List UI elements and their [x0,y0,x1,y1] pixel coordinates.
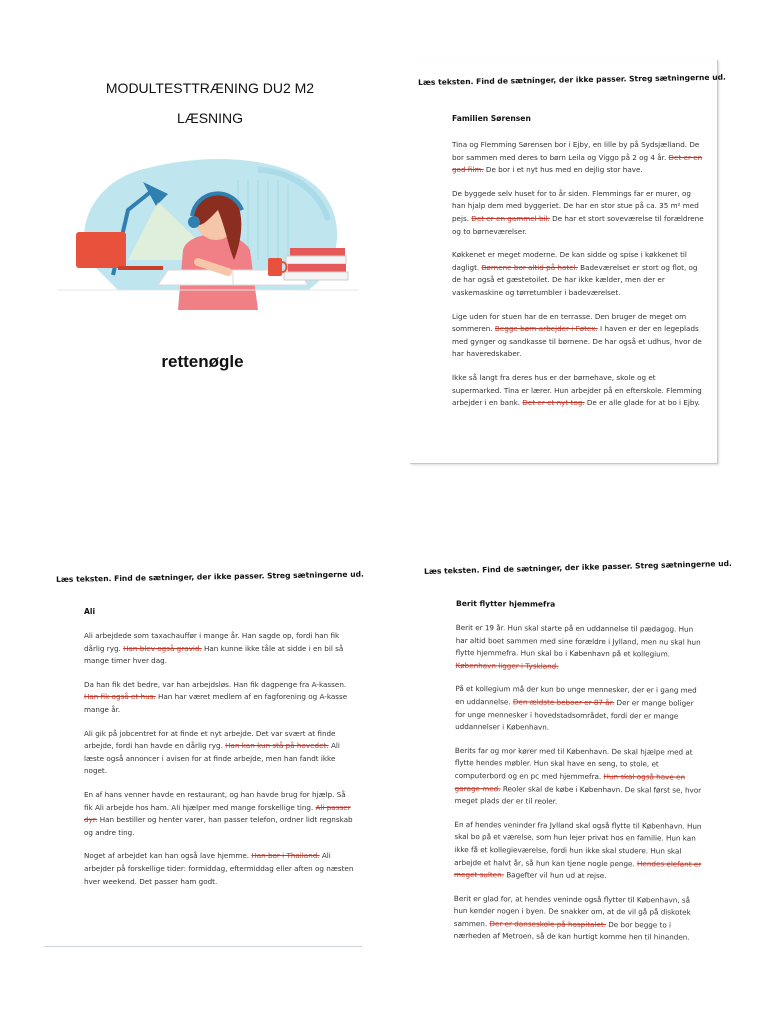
paragraph [452,311,704,361]
module-title: MODULTESTTRÆNING DU2 M2 [105,80,315,96]
sentence-text: Noget af arbejdet kan han også lave hjemme. [84,851,252,861]
struck-sentence: Ali passer dyr. [84,802,351,825]
section-title: LÆSNING [176,110,244,126]
sentence-text: Reoler skal de købe i København. De skal først se, hvor meget plads der er til reoler. [454,783,702,806]
sentence-text: De byggede selv huset for to år siden. Flemmings far er murer, og han hjalp dem med byggeriet. De har en stor stue på ca. 35 m² med pejs. [452,188,699,223]
paragraph [84,679,354,717]
struck-sentence: Der er danseskole på hospitalet. [489,919,607,929]
sentence-text: På et kollegium må der kun bo unge mennesker, der er i gang med en uddannelse. [455,684,697,707]
worksheet-familien-sorensen [410,60,726,464]
struck-sentence: Han kan kun stå på hovedet. [225,741,329,751]
struck-sentence: Den ældste beboer er 87 år. [512,697,615,708]
sentence-text: De bor begge to i nærheden af Metroen, så de kan hurtigt komme hen til hinanden. [453,919,690,943]
paragraph [454,819,704,884]
story-paragraphs [454,622,706,945]
paragraph [455,683,705,735]
sentence-text: Ali gik på jobcentret for at finde et nyt arbejde. Det var svært at finde arbejde, fordi han havde en dårlig ryg. [84,728,336,751]
struck-sentence: Det er en gammel bil. [471,213,550,223]
paragraph [455,622,705,674]
paragraph [455,745,705,810]
sentence-text: En af hans venner havde en restaurant, og han havde brug for hjælp. Så fik Ali arbejde hos ham. Ali hjælper med mange forskellige ting. [84,789,346,812]
sentence-text: Lige uden for stuen har de en terrasse. Den bruger de meget om sommeren. [452,311,687,334]
sentence-text: Ikke så langt fra deres hus er der børnehave, skole og et supermarked. Tina er lærer. Hun arbejder på en efterskole. Flemming arbejder i en bank. [452,372,702,408]
sentence-text: Der er mange boliger for unge mennesker i hovedstadsområdet, fordi der er mange uddannelser i København. [455,698,694,732]
paragraph [452,188,704,238]
struck-sentence: Han fik også et hus. [84,692,156,702]
sentence-text: Han har været medlem af en fagforening og A-kasse mange år. [84,692,348,714]
story-title: Familien Sørensen [452,114,531,123]
story-paragraphs [84,630,354,888]
sentence-text: Bagefter vil hun ud at rejse. [503,870,607,881]
worksheet-berit [418,555,732,945]
paragraph [452,372,704,410]
sentence-text: I haven er der en legeplads med gynger og sandkasse til børnene. De har også et udhus, hvor de har haveredskaber. [452,324,702,359]
story-title: Ali [84,607,96,616]
sentence-text: De har et stort soveværelse til forældrene og to børneværelser. [452,213,704,236]
sentence-text: De bor i et nyt hus med en dejlig stor have. [483,165,643,175]
paragraph [454,893,704,945]
sentence-text: Berits far og mor kører med til København. De skal hjælpe med at flytte hendes møbler. Hun skal have en seng, to stole, et computerbord og en pc med hjemmefra. [454,745,693,781]
struck-sentence: Han bor i Thailand. [251,851,320,861]
sentence-text: Badeværelset er stort og flot, og de har også et gæstetoilet. De har ikke kælder, men der er vaskemaskine og tørretumbler i badeværelset. [452,262,698,297]
sentence-text: Berit er 19 år. Hun skal starte på en uddannelse til pædagog. Hun har altid boet sammen med sine forældre i Jylland, men nu skal hun flytte hjemmefra. Hun skal bo i København på et kollegium. [455,622,701,659]
instruction-text: Læs teksten. Find de sætninger, der ikke passer. Streg sætningerne ud. [424,558,732,576]
paragraph [452,249,704,299]
sentence-text: Tina og Flemming Sørensen bor i Ejby, en lille by på Sydsjælland. De bor sammen med deres to børn Leila og Viggo på 2 og 4 år. [452,140,700,162]
sentence-text: Køkkenet er meget moderne. De kan sidde og spise i køkkenet til dagligt. [452,250,687,272]
worksheet-ali [44,565,362,947]
sentence-text: En af hendes veninder fra Jylland skal også flytte til København. Hun skal bo på et værelse, som hun lejer privat hos en familie. Hun kan ikke få et kollegieværelse, fordi hun ikke skal studere. Hun skal arbejde et halvt år, så hun kan tjene nogle penge. [454,819,702,868]
worksheet-body [84,607,354,899]
sentence-text: Ali arbejder på forskellige tider: formiddag, eftermiddag eller aften og næsten hver weekend. Det passer ham godt. [84,851,354,886]
sentence-text: De er alle glade for at bo i Ejby. [584,398,700,408]
answer-key-label: rettenøgle [161,352,244,371]
worksheet-body [454,599,706,956]
sentence-text: Ali arbejdede som taxachauffør i mange år. Han sagde op, fordi han fik dårlig ryg. [84,631,340,653]
student-illustration [58,150,358,310]
struck-sentence: Hun skal også have en garage med. [454,771,686,793]
struck-sentence: Det er et nyt tog. [522,398,585,408]
sentence-text: Han kunne ikke tåle at sidde i en bil så mange timer hver dag. [84,643,344,666]
struck-sentence: Han blev også gravid. [123,643,202,653]
paragraph [84,630,354,668]
struck-sentence: Det er en god film. [452,152,703,175]
struck-sentence: Børnene bor altid på hotel. [481,262,578,272]
sentence-text: Berit er glad for, at hendes veninde også flytter til København, så hun kender nogen i byen. De snakker om, at de vil gå på diskotek sammen. [453,893,691,929]
instruction-text: Læs teksten. Find de sætninger, der ikke passer. Streg sætningerne ud. [56,569,364,584]
sentence-text: Han bestiller og henter varer, han passer telefon, ordner lidt regnskab og andre ting. [84,815,353,837]
worksheet-body [452,114,704,421]
sentence-text: Ali læste også annoncer i avisen for at finde arbejde, men han fandt ikke noget. [84,741,340,776]
instruction-text: Læs teksten. Find de sætninger, der ikke passer. Streg sætningerne ud. [418,72,726,87]
struck-sentence: Begge børn arbejder i Føtex. [494,324,598,334]
paragraph [84,728,354,778]
paragraph [84,850,354,888]
story-paragraphs [452,139,704,410]
paragraph [452,139,704,177]
sentence-text: Da han fik det bedre, var han arbejdsløs. Han fik dagpenge fra A-kassen. [84,679,347,689]
story-title: Berit flytter hjemmefra [455,599,556,609]
struck-sentence: København ligger i Tyskland. [455,660,559,671]
struck-sentence: Hendes elefant er meget sulten. [454,858,702,880]
paragraph [84,789,354,839]
